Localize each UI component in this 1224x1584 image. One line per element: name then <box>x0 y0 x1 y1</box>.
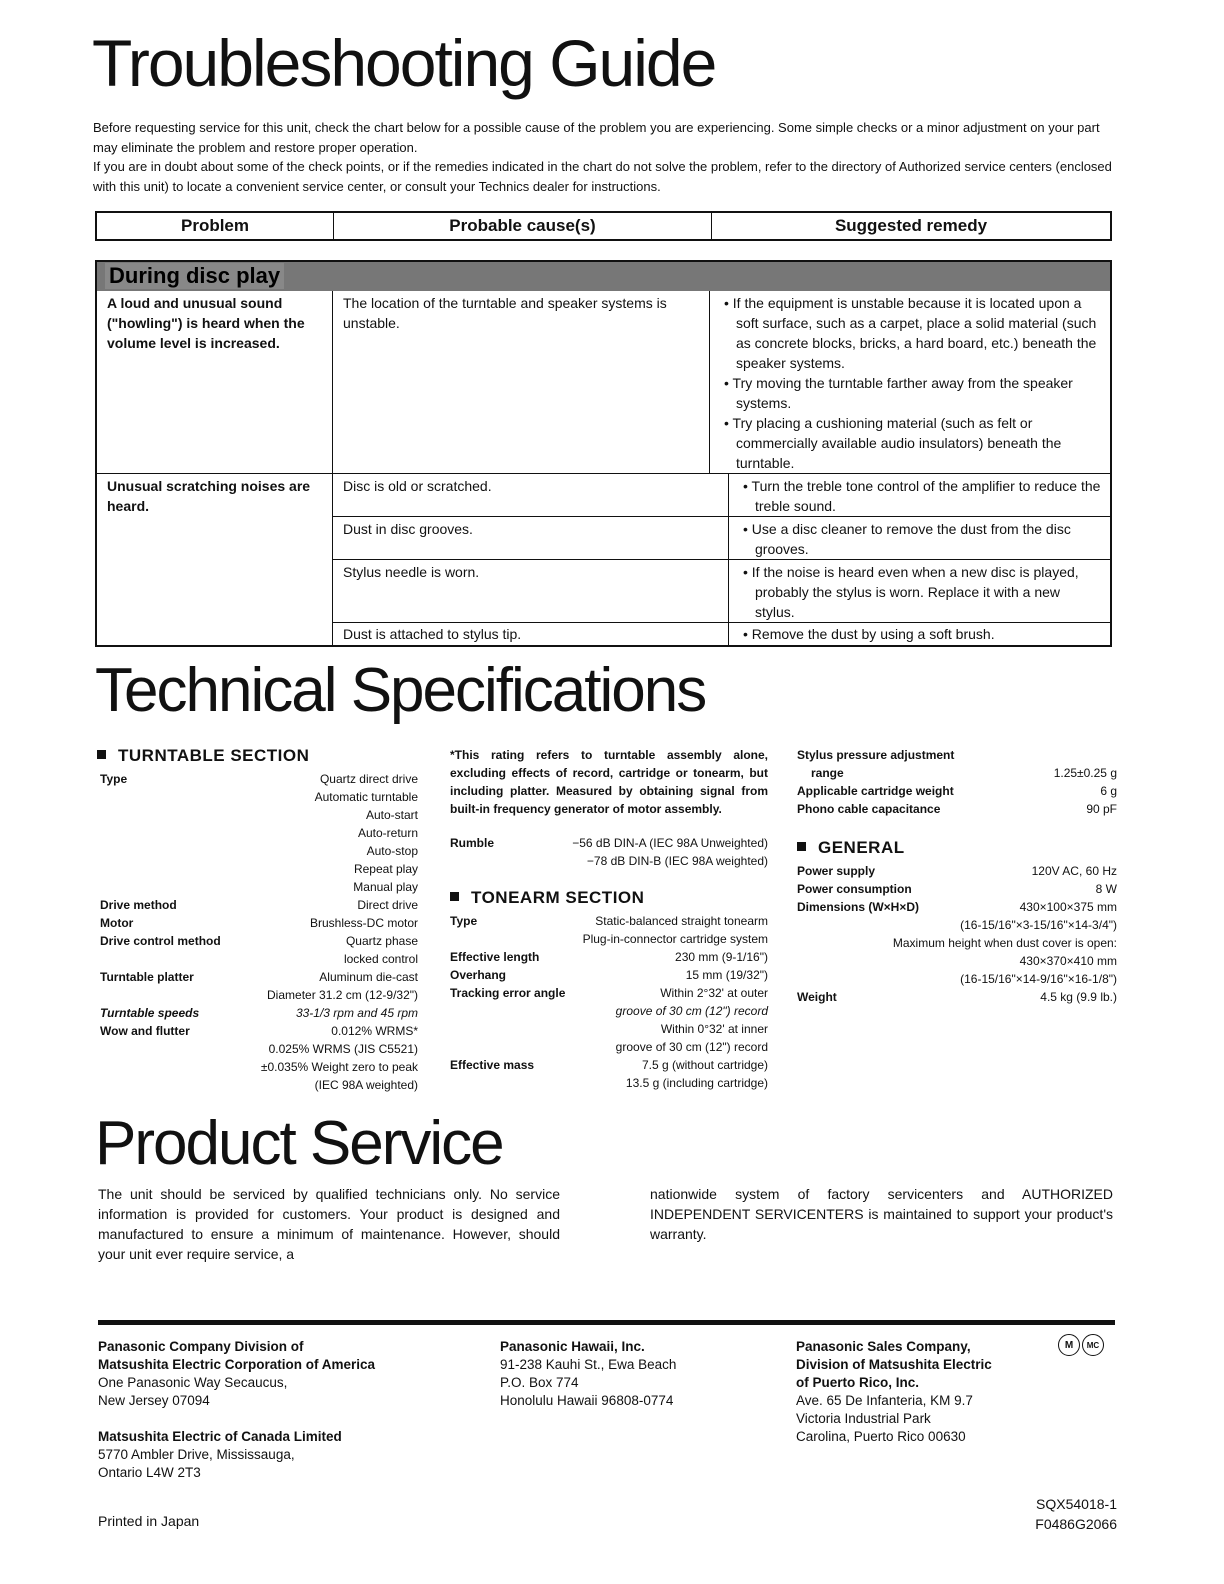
remedy-cell: • Turn the treble tone control of the amplifier to reduce the treble sound. <box>743 478 1101 514</box>
spec-platter: Turntable platter Aluminum die-cast Diameter 31.2 cm (12-9/32") <box>100 970 418 1002</box>
problem-cell: A loud and unusual sound ("howling") is heard when the volume level is increased. <box>97 291 333 473</box>
spec-wow: Wow and flutter 0.012% WRMS* 0.025% WRMS (JIS C5521) ±0.035% Weight zero to peak (IEC 98A weighted) <box>100 1024 418 1092</box>
trademark-marks <box>1058 1334 1104 1356</box>
document-codes: SQX54018-1 F0486G2066 <box>1035 1496 1117 1532</box>
address-us: Panasonic Company Division of Matsushita Electric Corporation of America One Panasonic Way Secaucus, New Jersey 07094 <box>98 1339 376 1408</box>
address-canada: Matsushita Electric of Canada Limited 5770 Ambler Drive, Mississauga, Ontario L4W 2T3 <box>98 1429 342 1480</box>
footer-rule <box>98 1320 1115 1325</box>
spec-mass: Effective mass 7.5 g (without cartridge) 13.5 g (including cartridge) <box>450 1058 768 1090</box>
cause-cell: Stylus needle is worn. <box>333 560 729 622</box>
cause-cell: Dust is attached to stylus tip. <box>333 623 729 645</box>
specs-title: Technical Specifications <box>95 656 706 725</box>
table-row <box>97 473 1110 645</box>
spec-weight: Weight 4.5 kg (9.9 lb.) <box>797 990 1117 1004</box>
spec-tonearm-type: Type Static-balanced straight tonearm Plug-in-connector cartridge system <box>450 914 768 946</box>
cause-cell: Dust in disc grooves. <box>333 517 729 559</box>
general-specs <box>797 862 1117 1006</box>
section-title: During disc play <box>105 263 284 289</box>
remedy-cell: • Use a disc cleaner to remove the dust from the disc grooves. <box>743 521 1071 557</box>
turntable-heading: TURNTABLE SECTION <box>97 746 309 766</box>
cartridge-specs <box>797 746 1117 818</box>
cause-remedy-pair <box>333 622 1110 645</box>
spec-capacitance: Phono cable capacitance 90 pF <box>797 802 1117 816</box>
address-hawaii: Panasonic Hawaii, Inc. 91-238 Kauhi St., Ewa Beach P.O. Box 774 Honolulu Hawaii 96808-0774 <box>500 1339 677 1408</box>
spec-rumble: Rumble −56 dB DIN-A (IEC 98A Unweighted) −78 dB DIN-B (IEC 98A weighted) <box>450 836 768 868</box>
address-puerto-rico: Panasonic Sales Company, Division of Matsushita Electric of Puerto Rico, Inc. Ave. 65 De Infanteria, KM 9.7 Victoria Industrial Park Carolina, Puerto Rico 00630 <box>796 1339 992 1444</box>
tonearm-heading: TONEARM SECTION <box>450 888 644 908</box>
trouble-table <box>95 260 1112 647</box>
spec-length: Effective length 230 mm (9-1/16") <box>450 950 768 964</box>
spec-stylus: range 1.25±0.25 g <box>811 766 1117 780</box>
remedy-item: • Try moving the turntable farther away from the speaker systems. <box>724 375 1073 411</box>
cause-cell: The location of the turntable and speaker systems is unstable. <box>333 291 710 473</box>
cause-cell: Disc is old or scratched. <box>333 474 729 516</box>
service-text-right: nationwide system of factory servicenters and AUTHORIZED INDEPENDENT SERVICENTERS is maintained to support your product's warranty. <box>650 1186 1113 1242</box>
spec-dimensions: Dimensions (W×H×D) 430×100×375 mm (16-15/16"×3-15/16"×14-3/4") Maximum height when dust cover is open: 430×370×410 mm (16-15/16"×14-9/16"×16-1/8") <box>797 900 1117 986</box>
problem-cell: Unusual scratching noises are heard. <box>97 474 333 645</box>
spec-drive-control: Drive control method Quartz phase locked control <box>100 934 418 966</box>
spec-motor: Motor Brushless-DC motor <box>100 916 418 930</box>
service-text-left: The unit should be serviced by qualified technicians only. No service information is provided for customers. Your product is designed and manufactured to ensure a minimum of maintenance. However, should your unit ever require service, a <box>98 1186 560 1262</box>
tonearm-specs <box>450 912 768 1092</box>
remedy-cell <box>710 291 1110 473</box>
remedy-item: • Try placing a cushioning material (such as felt or commercially available audio insulators) beneath the turntable. <box>724 415 1062 471</box>
table-row <box>97 291 1110 473</box>
troubleshooting-intro <box>93 118 1115 196</box>
turntable-specs <box>100 770 418 1094</box>
header-problem: Problem <box>97 213 334 239</box>
cause-remedy-pair <box>333 559 1110 622</box>
spec-power-consumption: Power consumption 8 W <box>797 882 1117 896</box>
section-band <box>97 262 1110 291</box>
cause-remedy-pair <box>333 474 1110 516</box>
spec-stylus-label: Stylus pressure adjustment <box>797 748 955 762</box>
spec-type: Type Quartz direct drive Automatic turntable Auto-start Auto-return Auto-stop Repeat play Manual play <box>100 772 418 894</box>
general-heading: GENERAL <box>797 838 905 858</box>
trouble-table-header <box>95 211 1112 241</box>
rating-note: *This rating refers to turntable assembly alone, excluding effects of record, cartridge or tonearm, but including platter. Measured by obtaining signal from built-in frequency generator of motor assembly. <box>450 748 768 816</box>
intro-paragraph-2: If you are in doubt about some of the check points, or if the remedies indicated in the chart do not solve the problem, refer to the directory of Authorized service centers (enclosed with this unit) to locate a convenient service center, or consult your Technics dealer for instructions. <box>93 159 1112 194</box>
spec-cartridge: Applicable cartridge weight 6 g <box>797 784 1117 798</box>
header-remedy: Suggested remedy <box>834 216 988 235</box>
spec-power-supply: Power supply 120V AC, 60 Hz <box>797 864 1117 878</box>
troubleshooting-title: Troubleshooting Guide <box>92 26 716 100</box>
remedy-cell: • If the noise is heard even when a new disc is played, probably the stylus is worn. Replace it with a new stylus. <box>743 564 1079 620</box>
cause-remedy-pair <box>333 516 1110 559</box>
spec-tracking: Tracking error angle Within 2°32' at outer groove of 30 cm (12") record Within 0°32' at inner groove of 30 cm (12") record <box>450 986 768 1054</box>
intro-paragraph-1: Before requesting service for this unit, check the chart below for a possible cause of the problem you are experiencing. Some simple checks or a minor adjustment on your part may eliminate the problem and restore proper operation. <box>93 120 1100 155</box>
header-cause: Probable cause(s) <box>334 213 712 239</box>
printed-in: Printed in Japan <box>98 1513 200 1529</box>
remedy-item: • If the equipment is unstable because it is located upon a soft surface, such as a carpet, place a solid material (such as concrete blocks, bricks, a hard board, etc.) beneath the speaker systems. <box>724 295 1097 371</box>
mc-mark-icon: MC <box>1082 1334 1104 1356</box>
remedy-cell: • Remove the dust by using a soft brush. <box>743 626 995 642</box>
spec-drive-method: Drive method Direct drive <box>100 898 418 912</box>
spec-speeds: Turntable speeds 33-1/3 rpm and 45 rpm <box>100 1006 418 1020</box>
m-mark-icon: M <box>1058 1334 1080 1356</box>
service-title: Product Service <box>95 1109 503 1178</box>
spec-overhang: Overhang 15 mm (19/32") <box>450 968 768 982</box>
